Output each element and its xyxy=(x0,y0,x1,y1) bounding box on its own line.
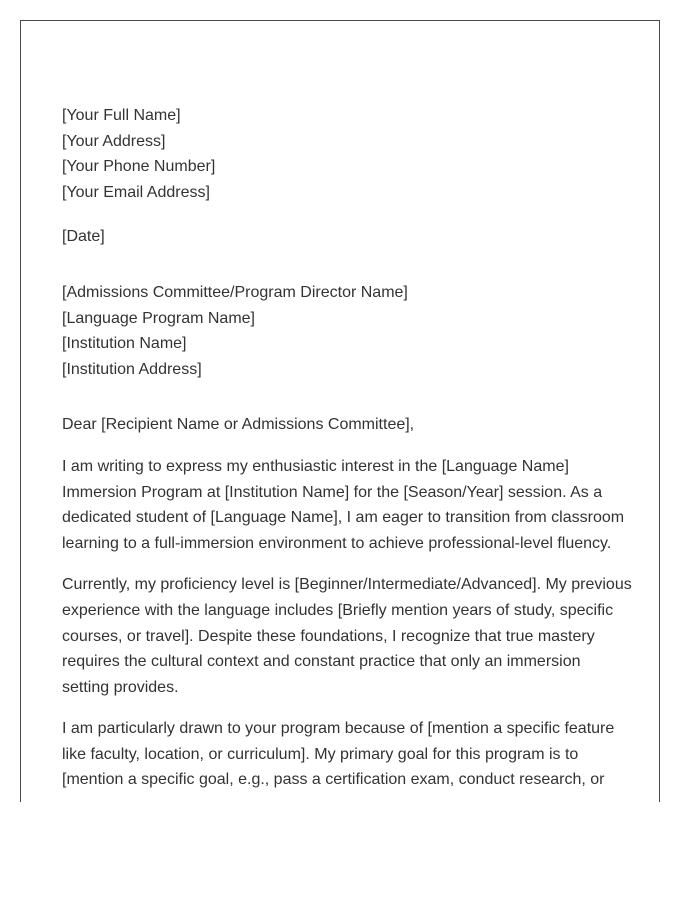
recipient-name: [Admissions Committee/Program Director Name] xyxy=(62,283,408,301)
salutation: Dear [Recipient Name or Admissions Committee], xyxy=(62,416,415,434)
recipient-address: [Institution Address] xyxy=(62,360,202,378)
sender-email: [Your Email Address] xyxy=(62,183,210,201)
body-paragraph-proficiency: Currently, my proficiency level is [Beginner/Intermediate/Advanced]. My previous experience with the language includes [Briefly mention years of study, specific courses, or travel]. Despite these foundations, I recognize that true mastery requires the cultural context and constant practice that only an immersion setting provides. xyxy=(62,576,632,696)
sender-name: [Your Full Name] xyxy=(62,107,181,124)
date-block xyxy=(62,224,632,250)
letter-date: [Date] xyxy=(62,228,105,246)
recipient-program: [Language Program Name] xyxy=(62,309,255,327)
body-paragraph-intro: I am writing to express my enthusiastic interest in the [Language Name] Immersion Program at [Institution Name] for the [Season/Year] session. As a dedicated student of [Language Name], I am eager to transition from classroom learning to a full-immersion environment to achieve professional-level fluency. xyxy=(62,457,625,552)
letter-body xyxy=(62,103,632,802)
recipient-info xyxy=(62,280,632,382)
letter-page xyxy=(20,20,660,802)
sender-phone: [Your Phone Number] xyxy=(62,158,216,176)
sender-info xyxy=(62,103,632,205)
sender-address: [Your Address] xyxy=(62,132,166,150)
body-paragraph-goals: I am particularly drawn to your program because of [mention a specific feature like faculty, location, or curriculum]. My primary goal for this program is to [mention a specific goal, e.g., pass a certification exam, conduct research, or xyxy=(62,720,615,789)
recipient-institution: [Institution Name] xyxy=(62,335,187,353)
